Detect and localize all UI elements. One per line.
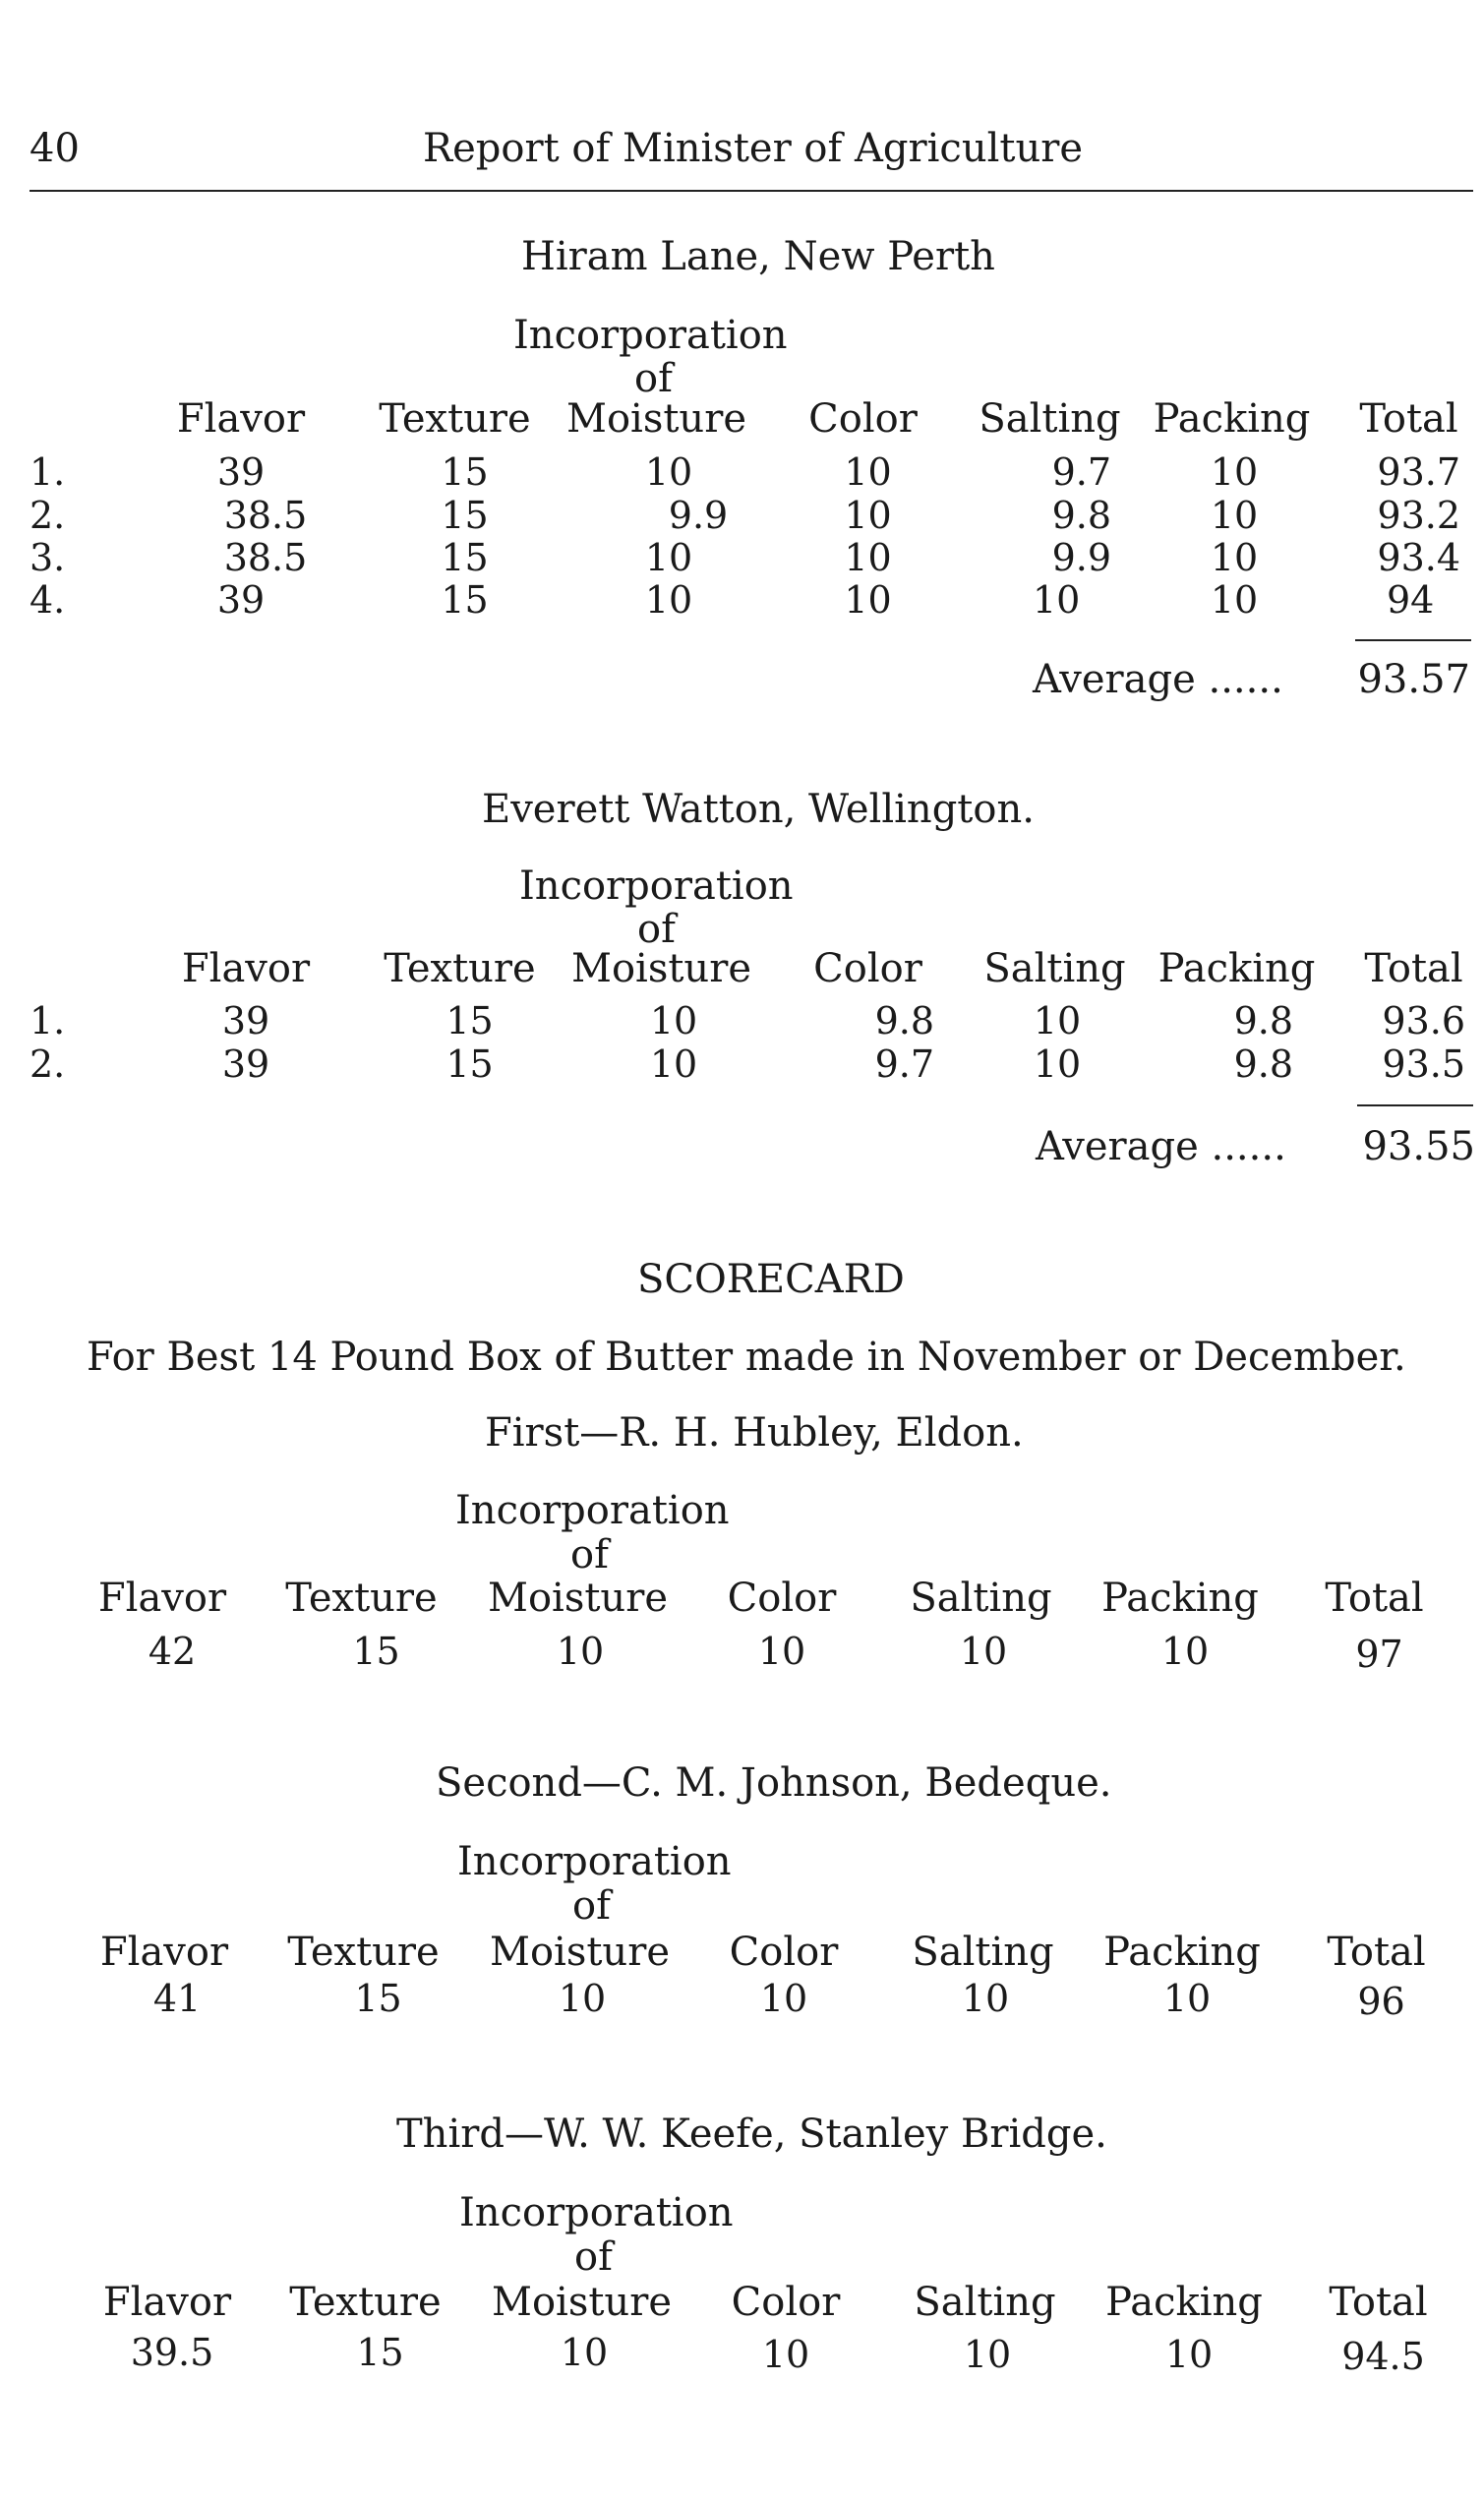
cell-moisture: 10 — [644, 450, 693, 494]
running-title: Report of Minister of Agriculture — [423, 126, 1083, 171]
cell-total: 97 — [1355, 1633, 1403, 1676]
cell-salting: 9.8 — [1051, 494, 1111, 537]
cell-packing: 10 — [1210, 578, 1259, 622]
cell-salting: 9.9 — [1051, 536, 1111, 579]
section1-head-incorporation: Incorporation — [513, 313, 788, 358]
cell-total: 93.5 — [1382, 1042, 1465, 1086]
scorecard-subtitle: For Best 14 Pound Box of Butter made in November or December. — [87, 1335, 1406, 1380]
cell-flavor: 39.5 — [130, 2331, 214, 2374]
cell-total: 94 — [1387, 578, 1435, 622]
section2-col-color: Color — [813, 946, 922, 991]
cell-flavor: 38.5 — [223, 536, 308, 579]
head-incorporation: Incorporation — [459, 2190, 734, 2235]
section1-average-value: 93.57 — [1357, 657, 1470, 702]
section1-title: Hiram Lane, New Perth — [521, 234, 995, 279]
section1-col-total: Total — [1359, 396, 1458, 442]
row-number: 2. — [30, 494, 66, 537]
col-color: Color — [727, 1576, 837, 1621]
cell-flavor: 38.5 — [223, 494, 308, 537]
cell-total: 93.6 — [1382, 999, 1465, 1042]
cell-color: 10 — [757, 1630, 806, 1673]
cell-color: 9.7 — [874, 1042, 934, 1086]
cell-salting: 10 — [1033, 999, 1082, 1042]
cell-packing: 10 — [1210, 536, 1259, 579]
section2-col-total: Total — [1364, 946, 1463, 991]
row-number: 1. — [30, 450, 66, 494]
col-moisture: Moisture — [488, 1576, 668, 1621]
cell-flavor: 39 — [221, 1042, 270, 1086]
cell-moisture: 10 — [644, 578, 693, 622]
section2-col-flavor: Flavor — [181, 946, 311, 991]
col-total: Total — [1329, 2280, 1428, 2325]
cell-packing: 10 — [1210, 450, 1259, 494]
cell-packing: 9.8 — [1233, 999, 1293, 1042]
section2-head-incorporation: Incorporation — [519, 863, 794, 909]
cell-salting: 10 — [961, 1977, 1010, 2020]
cell-flavor: 42 — [148, 1630, 197, 1673]
entry-title: First—R. H. Hubley, Eldon. — [485, 1410, 1024, 1456]
section2-head-of: of — [637, 907, 676, 952]
cell-moisture: 10 — [644, 536, 693, 579]
cell-packing: 10 — [1160, 1630, 1210, 1673]
col-moisture: Moisture — [490, 1930, 670, 1975]
col-color: Color — [729, 1930, 839, 1975]
section1-average-label: Average ...... — [1033, 657, 1283, 702]
average-rule — [1357, 1104, 1473, 1106]
cell-moisture: 10 — [649, 999, 698, 1042]
cell-color: 10 — [759, 1977, 808, 2020]
section1-col-packing: Packing — [1153, 396, 1311, 442]
section2-average-label: Average ...... — [1036, 1124, 1286, 1169]
col-total: Total — [1325, 1576, 1424, 1621]
cell-packing: 9.8 — [1233, 1042, 1293, 1086]
cell-color: 10 — [761, 2333, 810, 2376]
cell-color: 10 — [844, 494, 892, 537]
row-number: 2. — [30, 1042, 66, 1086]
col-texture: Texture — [285, 1576, 438, 1621]
section2-average-value: 93.55 — [1362, 1124, 1475, 1169]
cell-total: 93.2 — [1377, 494, 1460, 537]
head-of: of — [572, 1883, 611, 1929]
col-flavor: Flavor — [102, 2280, 232, 2325]
cell-texture: 15 — [445, 999, 494, 1042]
col-packing: Packing — [1101, 1576, 1259, 1621]
col-flavor: Flavor — [99, 1930, 229, 1975]
col-texture: Texture — [289, 2280, 442, 2325]
col-packing: Packing — [1105, 2280, 1263, 2325]
scorecard-heading: SCORECARD — [637, 1257, 905, 1302]
cell-moisture: 10 — [649, 1042, 698, 1086]
section1-col-texture: Texture — [379, 396, 531, 442]
cell-salting: 10 — [1033, 1042, 1082, 1086]
col-salting: Salting — [912, 1930, 1054, 1975]
section1-col-flavor: Flavor — [176, 396, 306, 442]
entry-title: Third—W. W. Keefe, Stanley Bridge. — [396, 2112, 1107, 2157]
section2-col-packing: Packing — [1158, 946, 1316, 991]
average-rule — [1355, 639, 1471, 641]
cell-texture: 15 — [441, 450, 489, 494]
cell-packing: 10 — [1164, 2333, 1214, 2376]
section1-col-salting: Salting — [979, 396, 1121, 442]
head-incorporation: Incorporation — [457, 1839, 732, 1884]
cell-packing: 10 — [1210, 494, 1259, 537]
cell-flavor: 41 — [152, 1977, 202, 2020]
cell-moisture: 10 — [558, 1977, 607, 2020]
cell-salting: 10 — [963, 2333, 1012, 2376]
cell-texture: 15 — [354, 1977, 402, 2020]
cell-total: 96 — [1357, 1980, 1405, 2023]
col-salting: Salting — [914, 2280, 1056, 2325]
section2-col-moisture: Moisture — [571, 946, 751, 991]
header-rule — [30, 190, 1473, 192]
cell-salting: 10 — [959, 1630, 1008, 1673]
cell-flavor: 39 — [221, 999, 270, 1042]
head-of: of — [574, 2234, 613, 2280]
cell-color: 9.8 — [874, 999, 934, 1042]
row-number: 1. — [30, 999, 66, 1042]
col-salting: Salting — [910, 1576, 1052, 1621]
cell-texture: 15 — [441, 494, 489, 537]
cell-color: 10 — [844, 536, 892, 579]
section1-col-moisture: Moisture — [566, 396, 746, 442]
cell-moisture: 10 — [556, 1630, 605, 1673]
cell-salting: 9.7 — [1051, 450, 1111, 494]
col-moisture: Moisture — [492, 2280, 672, 2325]
head-incorporation: Incorporation — [455, 1488, 730, 1533]
cell-total: 93.4 — [1377, 536, 1460, 579]
cell-texture: 15 — [356, 2331, 404, 2374]
cell-flavor: 39 — [216, 450, 266, 494]
section2-col-salting: Salting — [983, 946, 1126, 991]
cell-texture: 15 — [441, 578, 489, 622]
col-packing: Packing — [1103, 1930, 1261, 1975]
cell-salting: 10 — [1033, 578, 1081, 622]
cell-texture: 15 — [441, 536, 489, 579]
section2-title: Everett Watton, Wellington. — [482, 787, 1035, 832]
head-of: of — [570, 1532, 609, 1577]
section2-col-texture: Texture — [384, 946, 536, 991]
section1-head-of: of — [634, 356, 673, 401]
cell-color: 10 — [844, 578, 892, 622]
row-number: 3. — [30, 536, 66, 579]
entry-title: Second—C. M. Johnson, Bedeque. — [436, 1760, 1112, 1806]
cell-total: 94.5 — [1341, 2335, 1425, 2378]
cell-texture: 15 — [445, 1042, 494, 1086]
col-color: Color — [731, 2280, 841, 2325]
cell-total: 93.7 — [1377, 450, 1460, 494]
cell-packing: 10 — [1162, 1977, 1212, 2020]
cell-color: 10 — [844, 450, 892, 494]
col-texture: Texture — [287, 1930, 440, 1975]
cell-flavor: 39 — [216, 578, 266, 622]
cell-moisture: 10 — [560, 2331, 609, 2374]
cell-texture: 15 — [352, 1630, 400, 1673]
col-total: Total — [1327, 1930, 1426, 1975]
cell-moisture: 9.9 — [668, 494, 729, 537]
row-number: 4. — [30, 578, 66, 622]
section1-col-color: Color — [808, 396, 918, 442]
col-flavor: Flavor — [97, 1576, 227, 1621]
page-number: 40 — [30, 126, 80, 171]
